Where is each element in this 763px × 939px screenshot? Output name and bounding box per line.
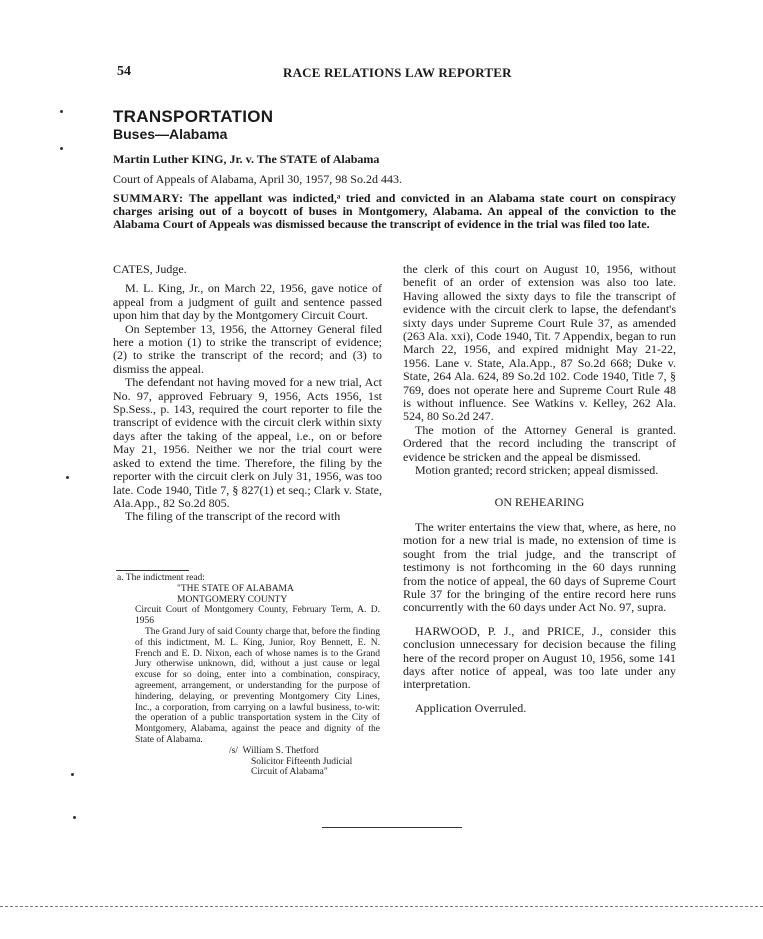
page-number: 54 — [117, 64, 131, 79]
summary-label: SUMMARY: — [113, 191, 184, 205]
footnote — [117, 573, 380, 778]
section-title: TRANSPORTATION — [113, 107, 274, 126]
footnote-signature: /s/ William S. Thetford — [229, 745, 319, 756]
section-subtitle: Buses—Alabama — [113, 126, 228, 142]
margin-dot — [66, 476, 69, 479]
rehearing-heading: ON REHEARING — [494, 494, 585, 509]
judge-name: CATES, Judge. — [113, 262, 187, 276]
scan-edge-line — [0, 906, 763, 907]
rehearing-paragraph-2: HARWOOD, P. J., and PRICE, J., consider this conclusion unnecessary for decision because the filing here of the record proper on August 10, 1956, some 141 days after notice of appeal, was too late under any interpretation. — [403, 623, 676, 692]
opinion-paragraph-4: The filing of the transcript of the record with — [125, 509, 341, 524]
summary-text: The appellant was indicted,ᵃ tried and convicted in an Alabama state court on conspiracy charges arising out of a boycott of buses in Montgomery, Alabama. An appeal of the conviction to the Alabama Court of Appeals was dismissed because the transcript of evidence in the trial was filed too late. — [113, 191, 676, 231]
rehearing-disposition: Application Overruled. — [415, 700, 527, 715]
footnote-body: The Grand Jury of said County charge that, before the finding of this indictment, M. L. King, Junior, Roy Bennett, E. N. French and E. D. Nixon, each of whose names is to the Grand Jury otherwise unknown, did, without a just cause or legal excuse for so doing, enter into a combination, conspiracy, agreement, arrangement, or understanding for the purpose of hindering, delaying, or preventing Montgomery City Lines, Inc., a corporation, from carrying on a lawful business, to-wit: the operation of a public transportation system in the City of Montgomery, Alabama, against the peace and dignity of the State of Alabama. — [135, 626, 380, 745]
summary — [113, 192, 676, 231]
margin-dot — [71, 773, 74, 776]
opinion-paragraph-6: Motion granted; record stricken; appeal dismissed. — [415, 463, 659, 478]
footnote-court: Circuit Court of Montgomery County, February Term, A. D. 1956 — [135, 605, 380, 627]
left-column — [113, 263, 382, 524]
footnote-rule — [116, 570, 189, 571]
opinion-paragraph-1: M. L. King, Jr., on March 22, 1956, gave notice of appeal from a judgment of guilt and sentence passed upon him that day by the Montgomery Circuit Court. — [113, 281, 382, 323]
opinion-paragraph-2: On September 13, 1956, the Attorney General filed here a motion (1) to strike the transcript of evidence; (2) to strike the transcript of the record; and (3) to dismiss the appeal. — [113, 321, 382, 376]
rehearing-paragraph-1: The writer entertains the view that, where, as here, no motion for a new trial is made, no extension of time is sought from the trial judge, and the transcript of testimony is not forthcoming in the 60 days running from the notice of appeal, the 60 days of Supreme Court Rule 37 for the bringing of the entire record here runs concurrently with the 60 days under Act No. 97, supra. — [403, 519, 676, 615]
margin-dot — [60, 110, 63, 113]
margin-dot — [60, 147, 63, 150]
footnote-intro: a. The indictment read: — [117, 573, 205, 583]
case-title: Martin Luther KING, Jr. v. The STATE of Alabama — [113, 152, 380, 166]
opinion-paragraph-5: The motion of the Attorney General is granted. Ordered that the record including the transcript of evidence be stricken and the appeal be dismissed. — [403, 422, 676, 464]
running-title: RACE RELATIONS LAW REPORTER — [283, 65, 512, 80]
footnote-signature-circuit: Circuit of Alabama" — [251, 767, 328, 778]
margin-dot — [73, 816, 76, 819]
footnote-state: "THE STATE OF ALABAMA — [177, 583, 294, 594]
opinion-paragraph-3: The defendant not having moved for a new trial, Act No. 97, approved February 9, 1956, Acts 1956, 1st Sp.Sess., p. 143, required the court reporter to file the transcript of evidence with the circuit clerk within sixty days after the taking of the appeal, i.e., on or before May 21, 1956. Neither we nor the trial court were asked to extend the time. Therefore, the filing by the reporter with the circuit clerk on July 31, 1956, was too late. Code 1940, Title 7, § 827(1) et seq.; Clark v. State, Ala.App., 82 So.2d 805. — [113, 375, 382, 510]
footnote-county: MONTGOMERY COUNTY — [177, 594, 288, 605]
case-citation: Court of Appeals of Alabama, April 30, 1957, 98 So.2d 443. — [113, 172, 402, 186]
right-column — [403, 263, 676, 715]
opinion-paragraph-4-continued: the clerk of this court on August 10, 1956, without benefit of an order of extension was also too late. Having allowed the sixty days to file the transcript of evidence with the circuit clerk to lapse, the defendant's sixty days under Supreme Court Rule 37, as amended (263 Ala. xxi), Code 1940, Tit. 7 Appendix, began to run March 22, 1956, and expired midnight May 21-22, 1956. Lane v. State, Ala.App., 87 So.2d 668; Duke v. State, 264 Ala. 624, 89 So.2d 102. Code 1940, Title 7, § 769, does not operate here and Supreme Court Rule 48 is without influence. See Watkins v. Kelley, 262 Ala. 524, 80 So.2d 247. — [403, 262, 676, 424]
end-rule — [322, 827, 462, 828]
footnote-signature-title: Solicitor Fifteenth Judicial — [251, 756, 353, 767]
